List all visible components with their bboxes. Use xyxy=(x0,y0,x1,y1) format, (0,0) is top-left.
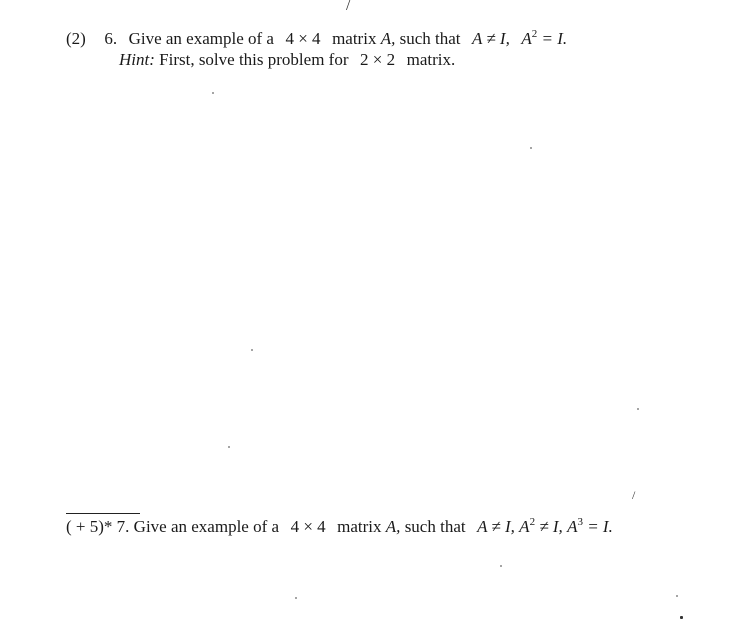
problem-7-var: A, xyxy=(385,517,401,536)
scan-speck xyxy=(228,446,230,448)
scan-speck xyxy=(500,565,502,567)
problem-6-hint-line xyxy=(119,50,455,70)
problem-7-cond2-base: A xyxy=(519,517,530,536)
scan-speck xyxy=(680,616,683,619)
problem-6-cond1: A ≠ I, xyxy=(472,29,510,48)
problem-7-matrix-word: matrix xyxy=(337,517,382,536)
problem-6-cond2-exp: 2 xyxy=(531,28,538,40)
scan-speck xyxy=(676,595,678,597)
problem-6-cond2-base: A xyxy=(521,29,532,48)
problem-6-line xyxy=(66,29,567,49)
scan-speck xyxy=(251,349,253,351)
problem-7-cond1: A ≠ I, xyxy=(477,517,515,536)
problem-6-size: 4 × 4 xyxy=(285,29,321,48)
problem-6-points: (2) xyxy=(66,29,86,48)
scan-speck xyxy=(637,408,639,410)
problem-6-such-that: such that xyxy=(399,29,461,48)
problem-6-var: A, xyxy=(380,29,396,48)
problem-6-matrix-word: matrix xyxy=(332,29,377,48)
pen-mark-top: / xyxy=(346,0,351,14)
scan-speck xyxy=(295,597,297,599)
scan-speck xyxy=(530,147,532,149)
hint-label: Hint: xyxy=(119,50,155,69)
problem-7-cond3-exp: 3 xyxy=(577,516,583,528)
problem-6-article: a xyxy=(266,29,274,48)
problem-7-line xyxy=(66,517,613,537)
problem-6-text: Give an example of xyxy=(128,29,263,48)
problem-7-cond3-rest: = I. xyxy=(587,517,613,536)
hint-text: First, solve this problem for xyxy=(159,50,349,69)
problem-7-text: Give an example of xyxy=(133,517,268,536)
problem-7-article: a xyxy=(271,517,280,536)
problem-7-number: 7. xyxy=(116,517,130,536)
problem-6-cond2-rest: = I. xyxy=(541,29,568,48)
problem-7-size: 4 × 4 xyxy=(290,517,326,536)
problem-7-cond3-base: A xyxy=(567,517,578,536)
problem-7-cond2-rest: ≠ I, xyxy=(539,517,563,536)
problem-7-cond2-exp: 2 xyxy=(529,516,536,528)
hint-size: 2 × 2 xyxy=(360,50,396,69)
problem-7-points: ( + 5)* xyxy=(66,517,113,536)
problem-7-such-that: such that xyxy=(404,517,466,536)
problem-6-number: 6. xyxy=(104,29,118,48)
pen-mark-side: / xyxy=(632,488,636,502)
hint-end: matrix. xyxy=(406,50,456,69)
scan-speck xyxy=(212,92,214,94)
points-overline xyxy=(66,513,140,514)
